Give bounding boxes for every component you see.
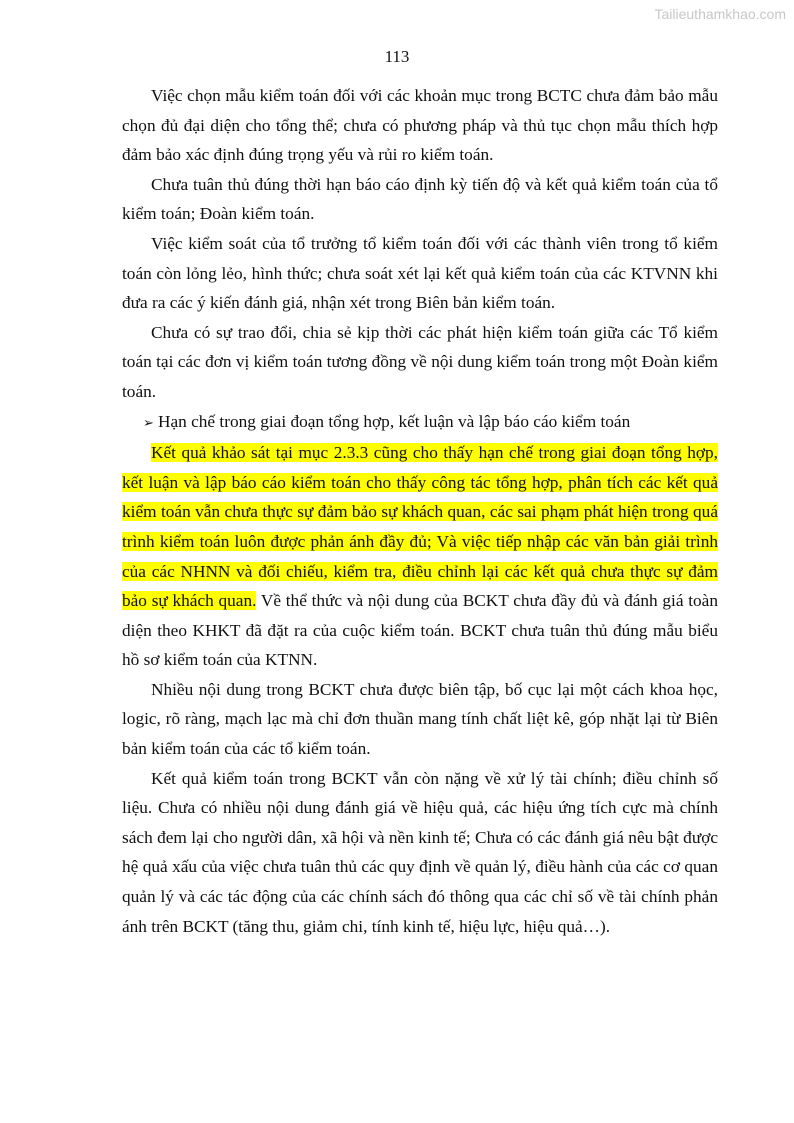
paragraph-financial-results: Kết quả kiểm toán trong BCKT vẫn còn nặng về xử lý tài chính; điều chỉnh số liệu. Chưa có nhiều nội dung đánh giá về hiệu quả, các hiệu ứng tích cực mà chính sách đem lại cho người dân, xã hội và nền kinh tế; Chưa có các đánh giá nêu bật được hệ quả xấu của việc chưa tuân thủ các quy định về quản lý, điều hành của các cơ quan quản lý và các tác động của các chính sách đó thông qua các chỉ số về tài chính phản ánh trên BCKT (tăng thu, giảm chi, tính kinh tế, hiệu lực, hiệu quả…). — [122, 768, 718, 936]
paragraph-survey-results — [122, 438, 718, 675]
paragraph-editing: Nhiều nội dung trong BCKT chưa được biên tập, bố cục lại một cách khoa học, logic, rõ ràng, mạch lạc mà chỉ đơn thuần mang tính chất liệt kê, góp nhặt lại từ Biên bản kiểm toán của các tổ kiểm toán. — [122, 679, 718, 759]
arrow-bullet-icon: ➢ — [143, 415, 154, 431]
bullet-heading — [122, 407, 718, 439]
paragraph-reporting-deadline: Chưa tuân thủ đúng thời hạn báo cáo định kỳ tiến độ và kết quả kiểm toán của tổ kiểm toán; Đoàn kiểm toán. — [122, 174, 718, 224]
body-text — [122, 81, 718, 941]
paragraph-team-leader-control: Việc kiểm soát của tổ trưởng tổ kiểm toán đối với các thành viên trong tổ kiểm toán còn lỏng lẻo, hình thức; chưa soát xét lại kết quả kiểm toán của các KTVNN khi đưa ra các ý kiến đánh giá, nhận xét trong Biên bản kiểm toán. — [122, 233, 718, 313]
watermark: Tailieuthamkhao.com — [654, 6, 786, 22]
bullet-heading-text: Hạn chế trong giai đoạn tổng hợp, kết luận và lập báo cáo kiểm toán — [158, 411, 631, 431]
highlighted-text: Kết quả khảo sát tại mục 2.3.3 cũng cho thấy hạn chế trong giai đoạn tổng hợp, kết luận và lập báo cáo kiểm toán cho thấy công tác tổng hợp, phân tích các kết quả kiểm toán vẫn chưa thực sự đảm bảo sự khách quan, các sai phạm phát hiện trong quá trình kiểm toán luôn được phản ánh đầy đủ; Và việc tiếp nhập các văn bản giải trình của các NHNN và đối chiếu, kiểm tra, điều chỉnh lại các kết quả chưa thực sự đảm bảo sự khách quan. — [122, 443, 718, 611]
paragraph-information-sharing: Chưa có sự trao đổi, chia sẻ kịp thời các phát hiện kiểm toán giữa các Tổ kiểm toán tại các đơn vị kiểm toán tương đồng về nội dung kiểm toán trong một Đoàn kiểm toán. — [122, 322, 718, 401]
page-number: 113 — [384, 47, 410, 66]
paragraph-sample-selection: Việc chọn mẫu kiểm toán đối với các khoản mục trong BCTC chưa đảm bảo mẫu chọn đủ đại diện cho tổng thể; chưa có phương pháp và thủ tục chọn mẫu thích hợp đảm bảo xác định đúng trọng yếu và rủi ro kiểm toán. — [122, 86, 718, 165]
paragraph-survey-results-rest: Về thể thức và nội dung của BCKT chưa đầy đủ và đánh giá toàn diện theo KHKT đã đặt ra của cuộc kiểm toán. BCKT chưa tuân thủ đúng mẫu biểu hồ sơ kiểm toán của KTNN. — [122, 591, 718, 670]
